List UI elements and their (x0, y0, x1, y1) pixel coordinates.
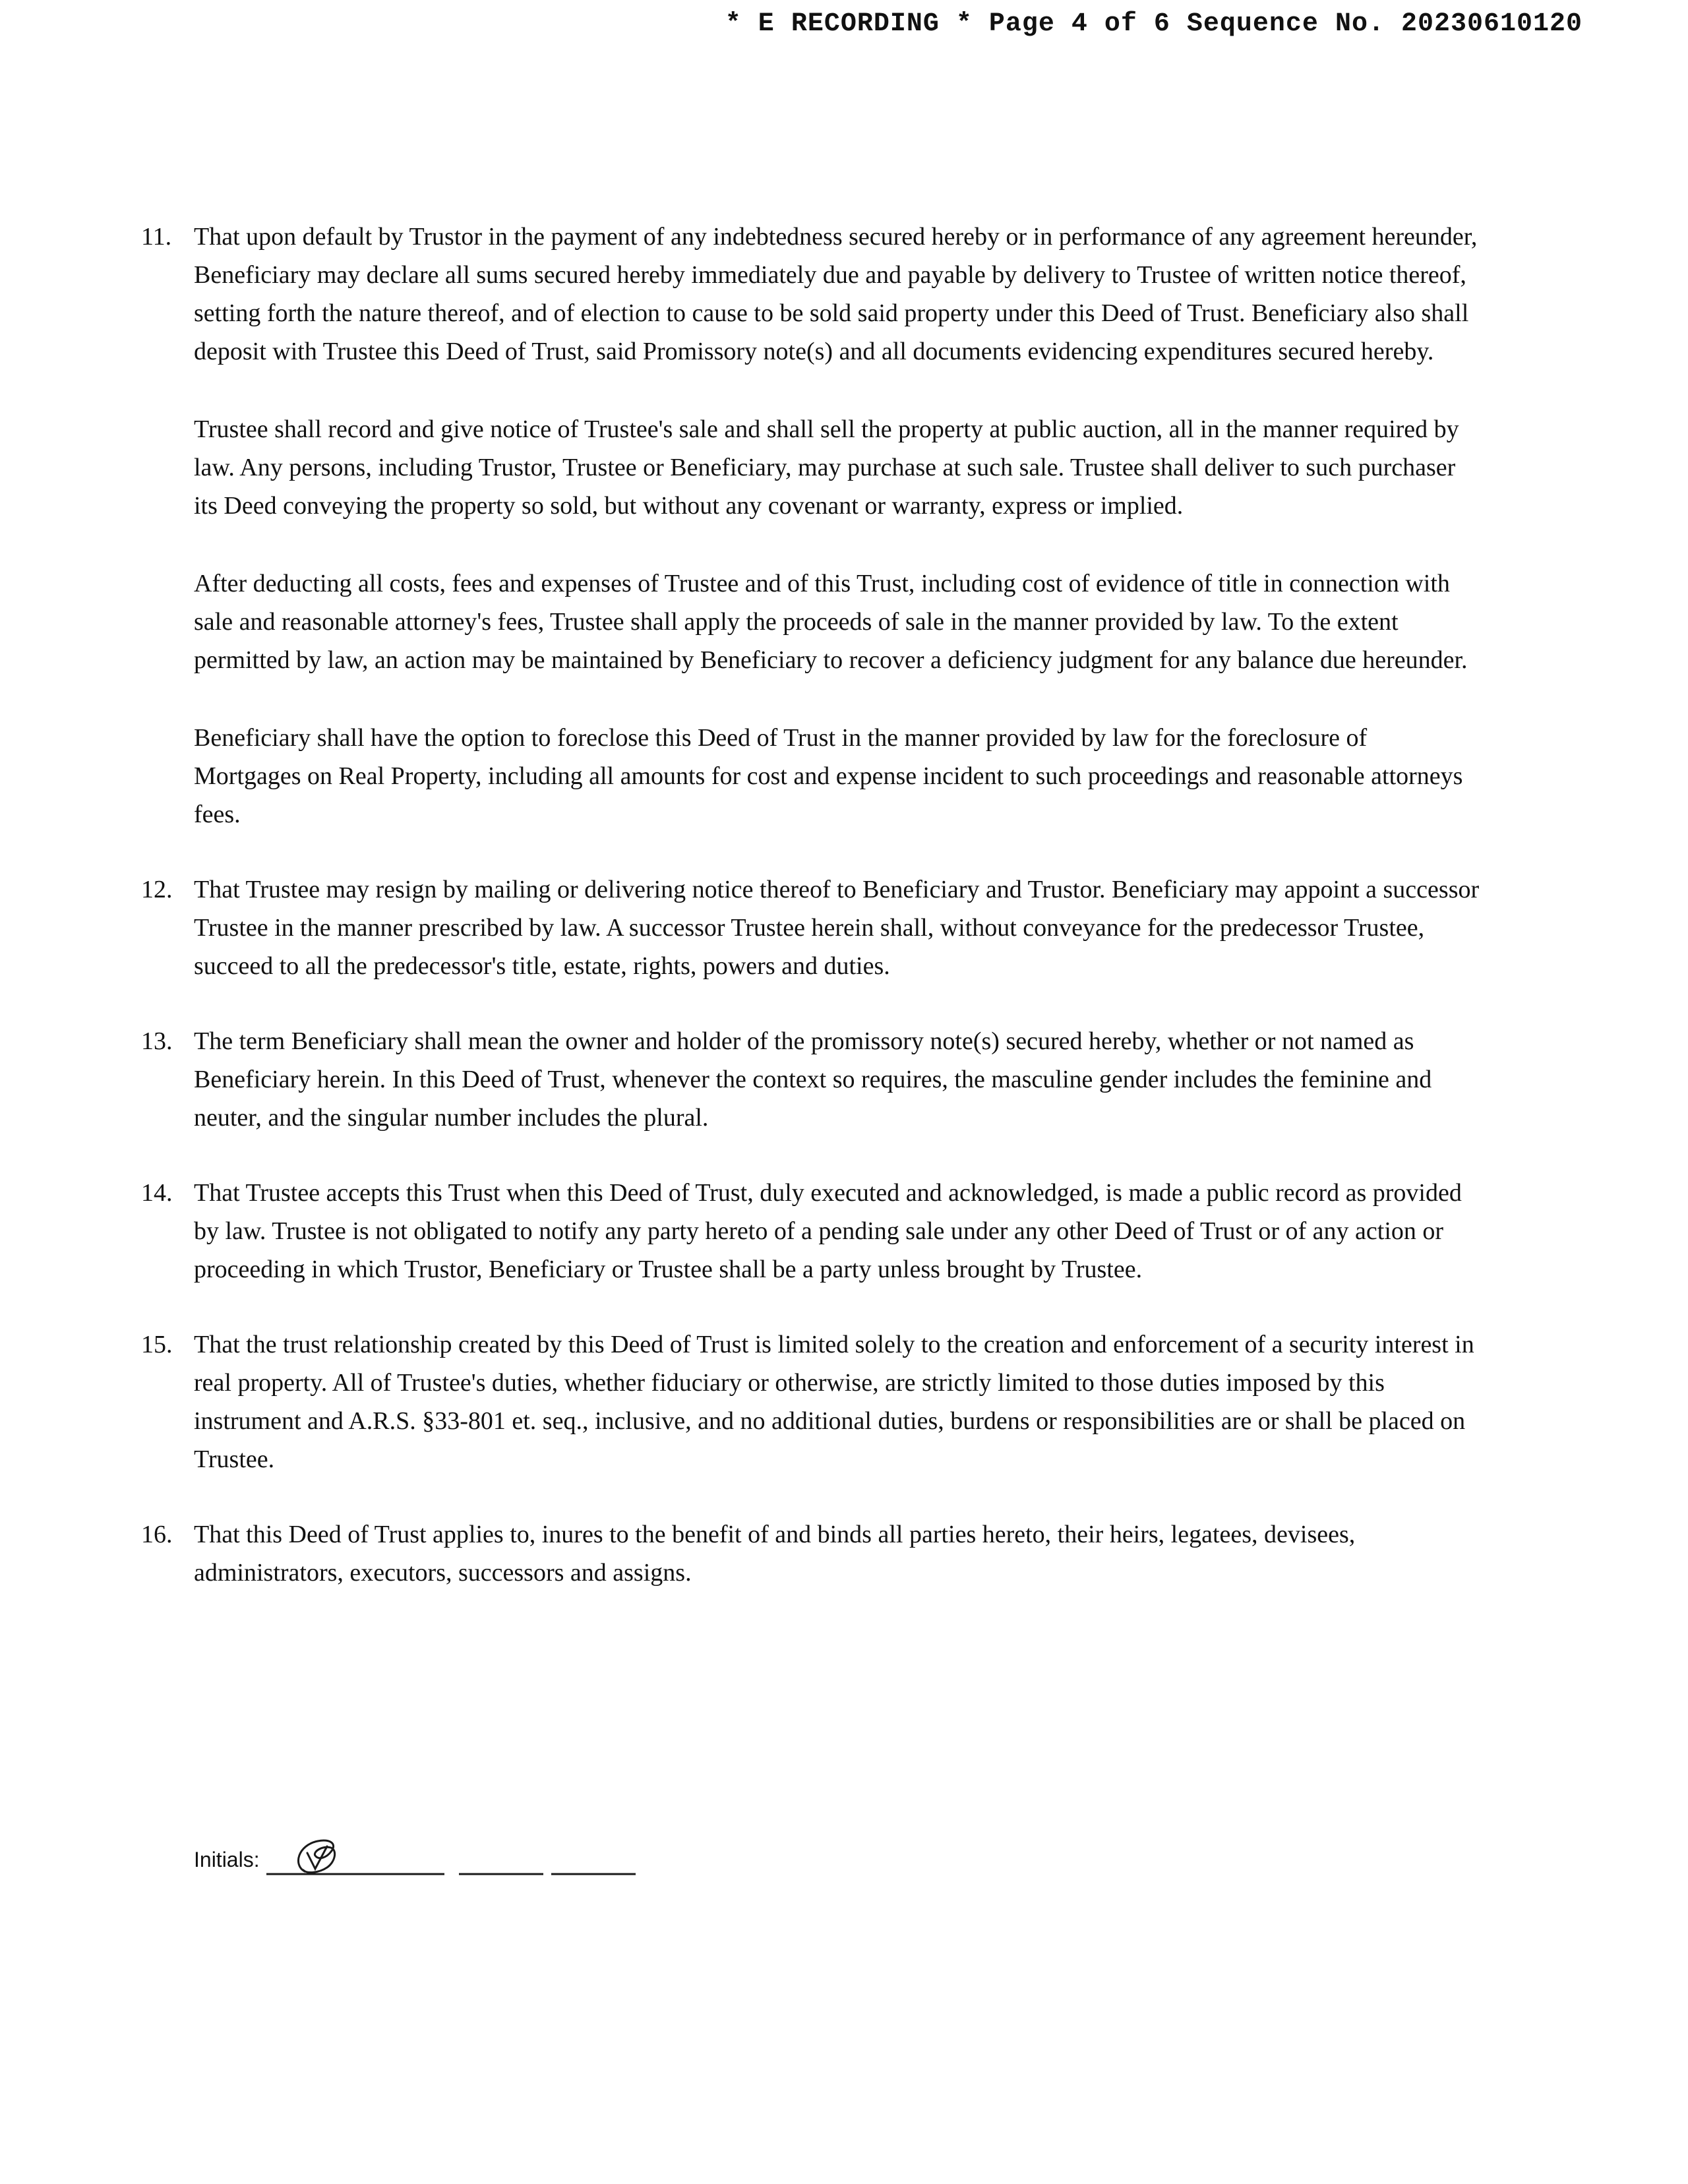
section-paragraph: Beneficiary shall have the option to foreclose this Deed of Trust in the manner provided by law for the foreclosure of Mortgages on Real Property, including all amounts for cost and expense incident to such proceedings and reasonable attorneys fees. (194, 724, 1463, 828)
section-12 (141, 870, 1480, 985)
section-number: 15. (141, 1331, 173, 1358)
section-paragraph: That Trustee accepts this Trust when this Deed of Trust, duly executed and acknowledged, is made a public record as provided by law. Trustee is not obligated to notify any party hereto of a pending sale under any other Deed of Trust or of any action or proceeding in which Trustor, Beneficiary or Trustee shall be a party unless brought by Trustee. (194, 1179, 1462, 1283)
section-16 (141, 1515, 1480, 1592)
section-paragraph: The term Beneficiary shall mean the owner and holder of the promissory note(s) secured hereby, whether or not named as Beneficiary herein. In this Deed of Trust, whenever the context so requires, the masculine gender includes the feminine and neuter, and the singular number includes the plural. (194, 1027, 1432, 1132)
section-14 (141, 1174, 1480, 1289)
section-11 (141, 218, 1480, 371)
section-number: 12. (141, 876, 173, 903)
section-paragraph: That this Deed of Trust applies to, inures to the benefit of and binds all parties hereto, their heirs, legatees, devisees, administrators, executors, successors and assigns. (194, 1521, 1356, 1587)
section-paragraph: That Trustee may resign by mailing or delivering notice thereof to Beneficiary and Trustor. Beneficiary may appoint a successor Trustee in the manner prescribed by law. A successor Trustee herein shall, without conveyance for the predecessor Trustee, succeed to all the predecessor's title, estate, rights, powers and duties. (194, 876, 1480, 980)
section-paragraph: That upon default by Trustor in the payment of any indebtedness secured hereby or in performance of any agreement hereunder, Beneficiary may declare all sums secured hereby immediately due and payable by delivery to Trustee of written notice thereof, setting forth the nature thereof, and of election to cause to be sold said property under this Deed of Trust. Beneficiary also shall deposit with Trustee this Deed of Trust, said Promissory note(s) and all documents evidencing expenditures secured hereby. (194, 223, 1478, 365)
recording-header: * E RECORDING * Page 4 of 6 Sequence No. 20230610120 (725, 9, 1582, 39)
section-paragraph: After deducting all costs, fees and expenses of Trustee and of this Trust, including cost of evidence of title in connection with sale and reasonable attorney's fees, Trustee shall apply the proceeds of sale in the manner provided by law. To the extent permitted by law, an action may be maintained by Beneficiary to recover a deficiency judgment for any balance due hereunder. (194, 570, 1468, 674)
document-body (141, 218, 1480, 1592)
section-15 (141, 1325, 1480, 1478)
initials-signature-lines (266, 1833, 649, 1886)
section-number: 13. (141, 1027, 173, 1055)
section-paragraph: That the trust relationship created by this Deed of Trust is limited solely to the creation and enforcement of a security interest in real property. All of Trustee's duties, whether fiduciary or otherwise, are strictly limited to those duties imposed by this instrument and A.R.S. §33-801 et. seq., inclusive, and no additional duties, burdens or responsibilities are or shall be placed on Trustee. (194, 1331, 1474, 1473)
initials-block (194, 1833, 655, 1886)
section-number: 11. (141, 223, 172, 251)
section-number: 14. (141, 1179, 173, 1207)
section-paragraph: Trustee shall record and give notice of Trustee's sale and shall sell the property at public auction, all in the manner required by law. Any persons, including Trustor, Trustee or Beneficiary, may purchase at such sale. Trustee shall deliver to such purchaser its Deed conveying the property so sold, but without any covenant or warranty, express or implied. (194, 415, 1459, 520)
initials-label: Initials: (194, 1848, 260, 1871)
section-13 (141, 1022, 1480, 1137)
section-number: 16. (141, 1521, 173, 1548)
